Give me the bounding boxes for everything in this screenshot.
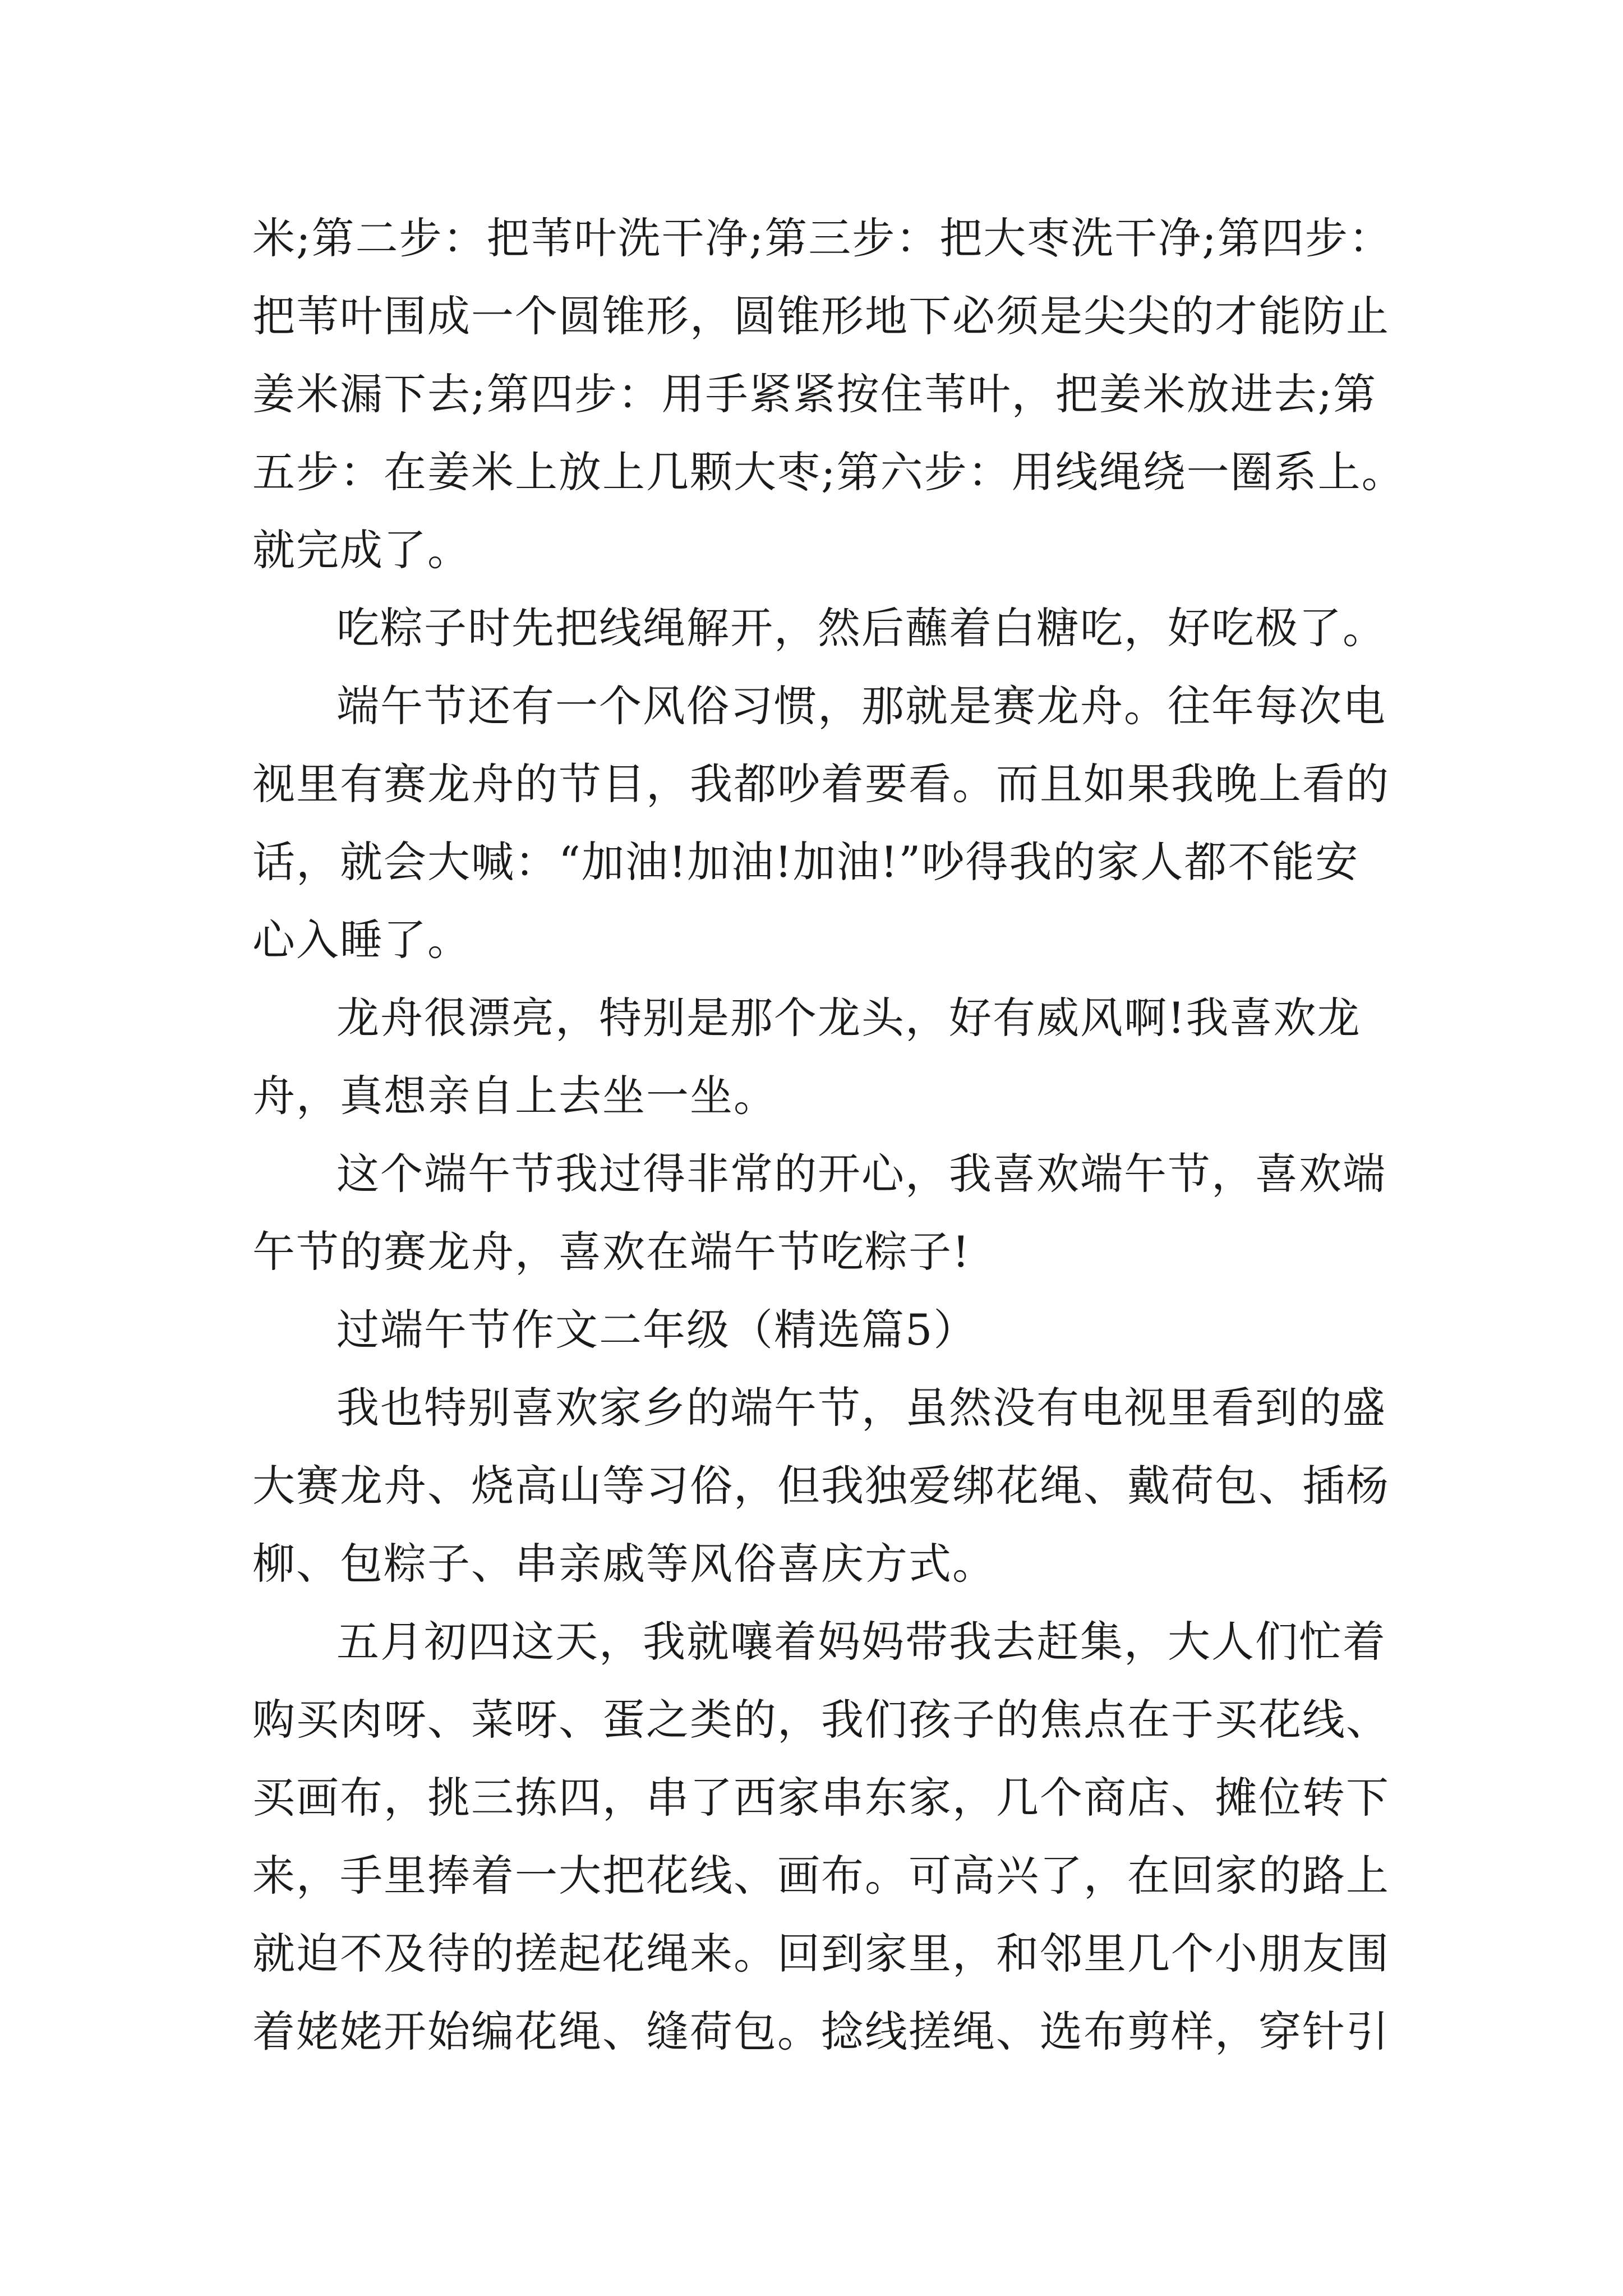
text-line: 购买肉呀、菜呀、蛋之类的，我们孩子的焦点在于买花线、: [252, 1695, 1390, 1745]
text-line: 把苇叶围成一个圆锥形，圆锥形地下必须是尖尖的才能防止: [252, 291, 1390, 341]
text-line: 就完成了。: [252, 525, 471, 575]
paragraph-start: 端午节还有一个风俗习惯，那就是赛龙舟。往年每次电: [336, 681, 1386, 731]
text-line: 心入睡了。: [252, 915, 471, 965]
section-heading: 过端午节作文二年级（精选篇5）: [336, 1305, 978, 1355]
text-line: 大赛龙舟、烧高山等习俗，但我独爱绑花绳、戴荷包、插杨: [252, 1461, 1390, 1511]
paragraph-start: 龙舟很漂亮，特别是那个龙头，好有威风啊!我喜欢龙: [336, 993, 1361, 1043]
text-line: 柳、包粽子、串亲戚等风俗喜庆方式。: [252, 1539, 996, 1589]
paragraph-start: 吃粽子时先把线绳解开，然后蘸着白糖吃，好吃极了。: [336, 603, 1386, 653]
text-line: 来，手里捧着一大把花线、画布。可高兴了，在回家的路上: [252, 1851, 1390, 1901]
text-line: 五步：在姜米上放上几颗大枣;第六步：用线绳绕一圈系上。: [252, 447, 1405, 497]
text-line: 着姥姥开始编花绳、缝荷包。捻线搓绳、选布剪样，穿针引: [252, 2007, 1390, 2056]
text-line: 午节的赛龙舟，喜欢在端午节吃粽子!: [252, 1227, 971, 1277]
text-line: 米;第二步：把苇叶洗干净;第三步：把大枣洗干净;第四步：: [252, 213, 1393, 263]
paragraph-start: 这个端午节我过得非常的开心，我喜欢端午节，喜欢端: [336, 1149, 1386, 1199]
text-line: 买画布，挑三拣四，串了西家串东家，几个商店、摊位转下: [252, 1773, 1390, 1823]
text-line: 话，就会大喊：“加油!加油!加油!”吵得我的家人都不能安: [252, 837, 1359, 887]
paragraph-start: 我也特别喜欢家乡的端午节，虽然没有电视里看到的盛: [336, 1383, 1386, 1433]
text-line: 舟，真想亲自上去坐一坐。: [252, 1071, 777, 1121]
text-line: 视里有赛龙舟的节目，我都吵着要看。而且如果我晚上看的: [252, 759, 1390, 809]
text-line: 姜米漏下去;第四步：用手紧紧按住苇叶，把姜米放进去;第: [252, 369, 1377, 419]
text-line: 就迫不及待的搓起花绳来。回到家里，和邻里几个小朋友围: [252, 1929, 1390, 1978]
paragraph-start: 五月初四这天，我就嚷着妈妈带我去赶集，大人们忙着: [336, 1617, 1386, 1667]
